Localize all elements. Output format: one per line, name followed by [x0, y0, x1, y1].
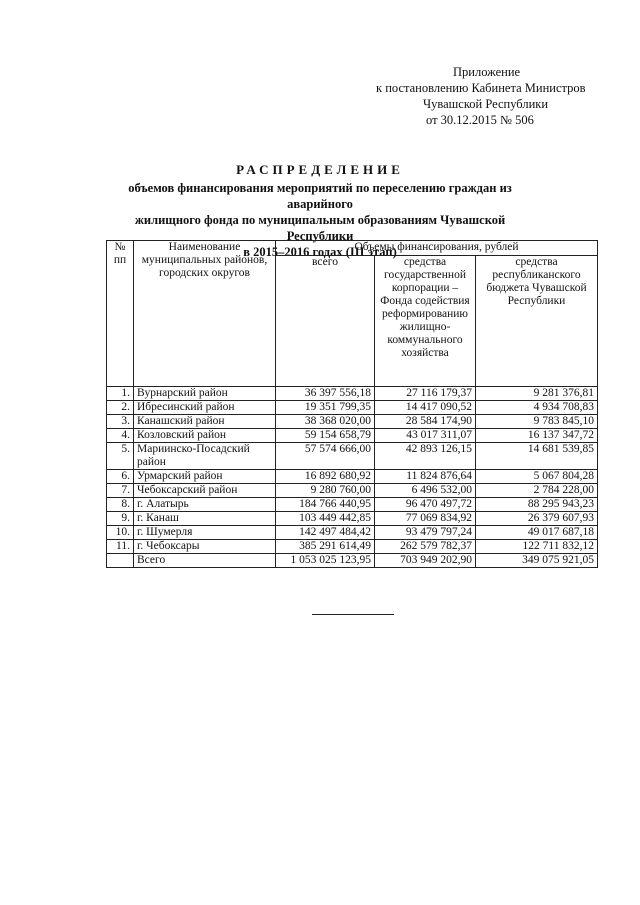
title-line-2: жилищного фонда по муниципальным образованиям Чувашской Республики — [134, 213, 506, 243]
cell-budget: 9 281 376,81 — [476, 387, 598, 401]
cell-budget: 2 784 228,00 — [476, 484, 598, 498]
appendix-line-4: от 30.12.2015 № 506 — [426, 113, 534, 127]
cell-fund: 96 470 497,72 — [375, 498, 476, 512]
cell-name: г. Канаш — [134, 512, 276, 526]
cell-num: 5. — [107, 443, 134, 470]
cell-name: Урмарский район — [134, 470, 276, 484]
cell-name: Козловский район — [134, 429, 276, 443]
cell-total: 19 351 799,35 — [276, 401, 375, 415]
cell-num: 2. — [107, 401, 134, 415]
appendix-line-2: к постановлению Кабинета Министров — [376, 81, 586, 95]
cell-fund: 77 069 834,92 — [375, 512, 476, 526]
financing-table — [106, 240, 598, 568]
cell-budget: 16 137 347,72 — [476, 429, 598, 443]
header-num: № пп — [107, 241, 134, 387]
cell-num: 7. — [107, 484, 134, 498]
cell-fund: 93 479 797,24 — [375, 526, 476, 540]
cell-fund: 42 893 126,15 — [375, 443, 476, 470]
cell-budget: 26 379 607,93 — [476, 512, 598, 526]
total-fund: 703 949 202,90 — [375, 554, 476, 568]
appendix-line-3: Чувашской Республики — [423, 97, 549, 111]
cell-fund: 27 116 179,37 — [375, 387, 476, 401]
cell-total: 16 892 680,92 — [276, 470, 375, 484]
table-row — [107, 470, 598, 484]
total-label: Всего — [134, 554, 276, 568]
appendix-block — [376, 64, 616, 128]
cell-num: 3. — [107, 415, 134, 429]
closing-divider — [312, 614, 394, 615]
table-row — [107, 443, 598, 470]
appendix-line-1: Приложение — [453, 65, 521, 79]
cell-num: 1. — [107, 387, 134, 401]
cell-budget: 122 711 832,12 — [476, 540, 598, 554]
table-row — [107, 484, 598, 498]
cell-fund: 28 584 174,90 — [375, 415, 476, 429]
cell-name: Чебоксарский район — [134, 484, 276, 498]
cell-budget: 49 017 687,18 — [476, 526, 598, 540]
cell-name: г. Чебоксары — [134, 540, 276, 554]
cell-num: 4. — [107, 429, 134, 443]
header-budget: средства республиканского бюджета Чувашской Республики — [476, 256, 598, 387]
cell-name: Ибресинский район — [134, 401, 276, 415]
cell-num: 11. — [107, 540, 134, 554]
cell-total: 59 154 658,79 — [276, 429, 375, 443]
table-row — [107, 498, 598, 512]
table-row — [107, 415, 598, 429]
cell-total: 57 574 666,00 — [276, 443, 375, 470]
cell-num: 6. — [107, 470, 134, 484]
cell-total: 9 280 760,00 — [276, 484, 375, 498]
header-fund: средства государственной корпорации – Фонда содействия реформированию жилищно-коммунального хозяйства — [375, 256, 476, 387]
cell-total: 103 449 442,85 — [276, 512, 375, 526]
cell-total: 142 497 484,42 — [276, 526, 375, 540]
cell-name: Канашский район — [134, 415, 276, 429]
cell-budget: 5 067 804,28 — [476, 470, 598, 484]
cell-num: 9. — [107, 512, 134, 526]
table-row — [107, 540, 598, 554]
cell-total: 385 291 614,49 — [276, 540, 375, 554]
cell-fund: 262 579 782,37 — [375, 540, 476, 554]
cell-fund: 14 417 090,52 — [375, 401, 476, 415]
cell-name: г. Алатырь — [134, 498, 276, 512]
cell-name: Мариинско-Посадский район — [134, 443, 276, 470]
total-sum: 1 053 025 123,95 — [276, 554, 375, 568]
cell-fund: 43 017 311,07 — [375, 429, 476, 443]
cell-num: 8. — [107, 498, 134, 512]
cell-total: 36 397 556,18 — [276, 387, 375, 401]
cell-num: 10. — [107, 526, 134, 540]
table-row — [107, 401, 598, 415]
cell-fund: 6 496 532,00 — [375, 484, 476, 498]
title-line-3: в 2015–2016 годах (III этап) — [243, 245, 397, 259]
cell-budget: 4 934 708,83 — [476, 401, 598, 415]
cell-num-empty — [107, 554, 134, 568]
cell-budget: 9 783 845,10 — [476, 415, 598, 429]
total-row — [107, 554, 598, 568]
header-name: Наименование муниципальных районов, городских округов — [134, 241, 276, 387]
cell-total: 184 766 440,95 — [276, 498, 375, 512]
cell-budget: 14 681 539,85 — [476, 443, 598, 470]
title-main: РАСПРЕДЕЛЕНИЕ — [236, 162, 404, 177]
header-total: всего — [276, 256, 375, 387]
cell-budget: 88 295 943,23 — [476, 498, 598, 512]
title-line-1: объемов финансирования мероприятий по переселению граждан из аварийного — [128, 181, 512, 211]
cell-total: 38 368 020,00 — [276, 415, 375, 429]
header-group: Объемы финансирования, рублей — [276, 241, 598, 256]
total-budget: 349 075 921,05 — [476, 554, 598, 568]
cell-name: Вурнарский район — [134, 387, 276, 401]
table-row — [107, 512, 598, 526]
cell-name: г. Шумерля — [134, 526, 276, 540]
table-row — [107, 429, 598, 443]
table-row — [107, 387, 598, 401]
cell-fund: 11 824 876,64 — [375, 470, 476, 484]
table-row — [107, 526, 598, 540]
